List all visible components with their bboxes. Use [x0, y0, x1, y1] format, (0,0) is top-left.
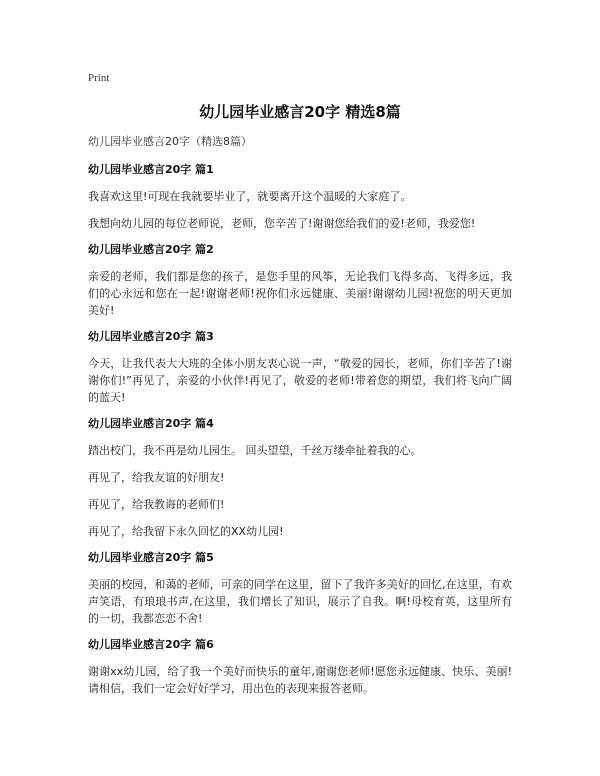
section-5	[88, 550, 512, 627]
section-1	[88, 162, 512, 232]
section-4	[88, 416, 512, 540]
section-paragraph: 我喜欢这里!可现在我就要毕业了，就要离开这个温暖的大家庭了。	[88, 190, 412, 203]
section-paragraph: 亲爱的老师，我们都是您的孩子，是您手里的风筝，无论我们飞得多高、飞得多远，我们的心永远和您在一起!谢谢老师!祝你们永远健康、美丽!谢谢幼儿园!祝您的明天更加美好!	[88, 270, 512, 317]
section-heading: 幼儿园毕业感言20字 篇2	[88, 243, 214, 256]
section-paragraph: 谢谢xx幼儿园，给了我一个美好而快乐的童年,谢谢您老师!愿您永远健康、快乐、美丽!请相信，我们一定会好好学习，用出色的表现来报答老师。	[88, 665, 512, 695]
document-subtitle: 幼儿园毕业感言20字（精选8篇）	[88, 135, 252, 148]
section-paragraph: 今天，让我代表大大班的全体小朋友衷心说一声，“敬爱的园长，老师，你们辛苦了!谢谢你们!”再见了，亲爱的小伙伴!再见了，敬爱的老师!带着您的期望，我们将飞向广阔的蓝天!	[88, 357, 512, 404]
section-heading: 幼儿园毕业感言20字 篇1	[88, 163, 214, 176]
section-paragraph: 踏出校门，我不再是幼儿园生。 回头望望，千丝万缕牵扯着我的心。	[88, 444, 422, 457]
section-3	[88, 329, 512, 406]
section-paragraph: 再见了，给我教诲的老师们!	[88, 498, 225, 511]
section-paragraph: 再见了，给我留下永久回忆的XX幼儿园!	[88, 525, 284, 538]
section-paragraph: 美丽的校园，和蔼的老师，可亲的同学在这里，留下了我许多美好的回忆,在这里，有欢声笑语，有琅琅书声,在这里，我们增长了知识，展示了自我。啊!母校育英，这里所有的一切，我都恋恋不舍!	[88, 578, 512, 625]
sections-container	[88, 162, 512, 697]
section-heading: 幼儿园毕业感言20字 篇4	[88, 417, 214, 430]
document-title: 幼儿园毕业感言20字 精选8篇	[199, 103, 401, 121]
section-paragraph: 再见了，给我友谊的好朋友!	[88, 471, 225, 484]
section-paragraph: 我想向幼儿园的每位老师说，老师，您辛苦了!谢谢您给我们的爱!老师，我爱您!	[88, 217, 476, 230]
section-heading: 幼儿园毕业感言20字 篇6	[88, 638, 214, 651]
section-6	[88, 637, 512, 697]
section-2	[88, 242, 512, 319]
section-heading: 幼儿园毕业感言20字 篇5	[88, 551, 214, 564]
section-heading: 幼儿园毕业感言20字 篇3	[88, 330, 214, 343]
print-link[interactable]: Print	[88, 72, 110, 84]
